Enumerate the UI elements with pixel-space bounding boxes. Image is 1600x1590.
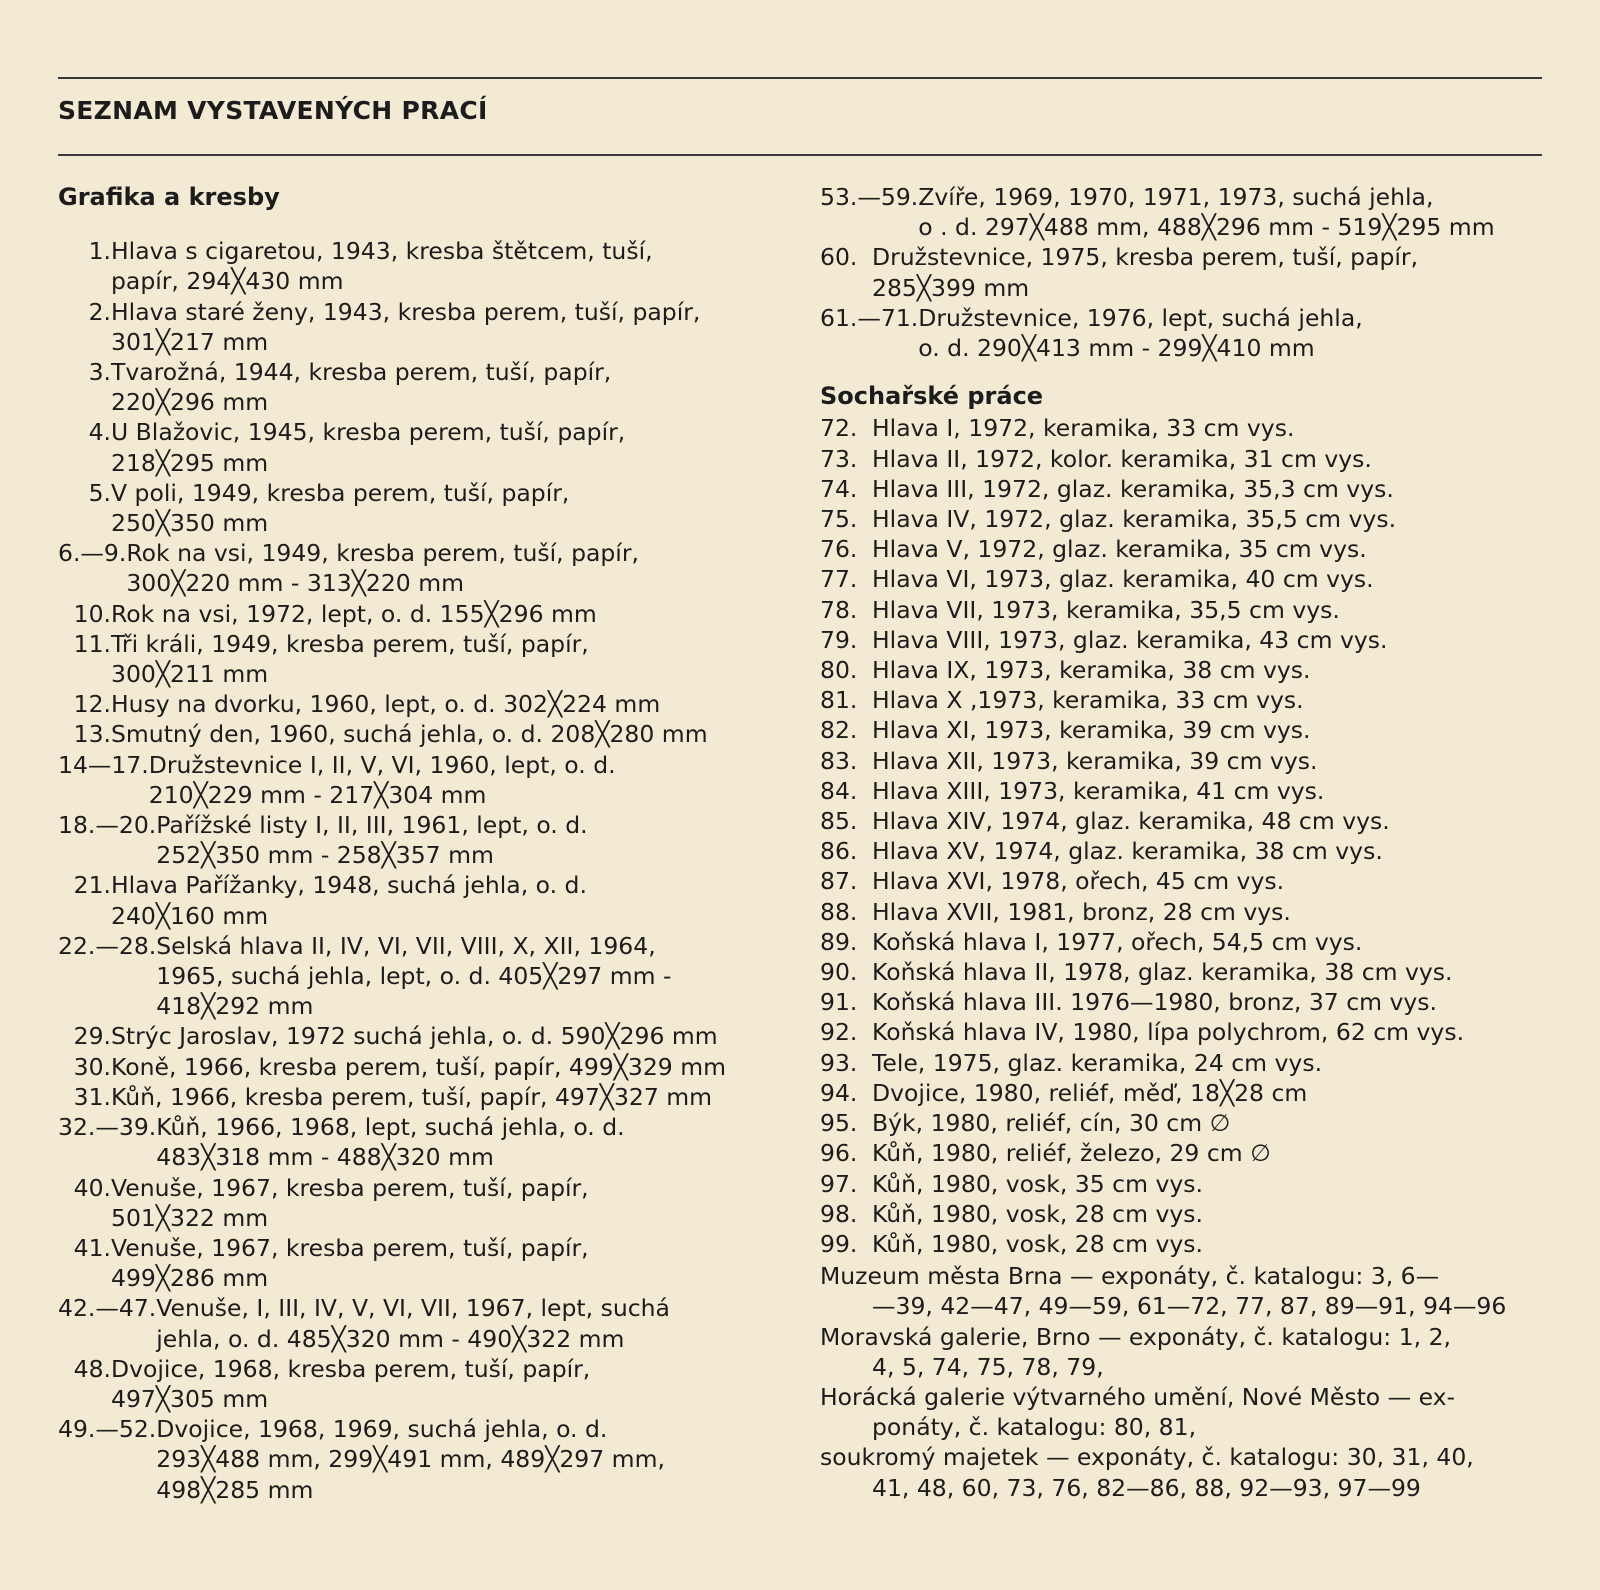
item-description: Hlava XVII, 1981, bronz, 28 cm vys.: [872, 897, 1291, 926]
item-number: 96.: [820, 1139, 858, 1168]
item-number: 30.: [73, 1052, 111, 1081]
item-description: Dvojice, 1968, kresba perem, tuší, papír, 497╳305 mm: [111, 1354, 591, 1413]
item-description: Hlava XVI, 1978, ořech, 45 cm vys.: [872, 867, 1285, 896]
item-description: Kůň, 1966, kresba perem, tuší, papír, 497╳327 mm: [111, 1082, 713, 1111]
item-description: Hlava XIV, 1974, glaz. keramika, 48 cm vys.: [872, 807, 1390, 836]
list-item: [820, 836, 1550, 866]
list-item: [820, 655, 1550, 685]
item-description: Kůň, 1980, vosk, 28 cm vys.: [872, 1199, 1203, 1228]
item-number: 4.: [88, 418, 111, 447]
list-item: [58, 1082, 793, 1112]
owner-note-continuation: —39, 42—47, 49—59, 61—72, 77, 87, 89—91, 94—96: [872, 1292, 1507, 1321]
owner-note-line: Horácká galerie výtvarného umění, Nové Město — ex-: [820, 1382, 1456, 1411]
item-number: 93.: [820, 1048, 858, 1077]
list-item: [58, 629, 793, 689]
item-description: Hlava VI, 1973, glaz. keramika, 40 cm vys.: [872, 565, 1374, 594]
owner-note-line: Moravská galerie, Brno — exponáty, č. katalogu: 1, 2,: [820, 1322, 1452, 1351]
item-number: 75.: [820, 505, 858, 534]
list-item: [820, 927, 1550, 957]
item-description: Koně, 1966, kresba perem, tuší, papír, 499╳329 mm: [111, 1052, 727, 1081]
item-description: Rok na vsi, 1949, kresba perem, tuší, papír, 300╳220 mm - 313╳220 mm: [126, 539, 639, 598]
item-number: 95.: [820, 1109, 858, 1138]
item-description: Koňská hlava I, 1977, ořech, 54,5 cm vys.: [872, 927, 1363, 956]
top-rule: [58, 77, 1542, 79]
item-description: Hlava I, 1972, keramika, 33 cm vys.: [872, 414, 1295, 443]
list-item: [58, 870, 793, 930]
item-number: 32.—39.: [58, 1113, 157, 1142]
item-description: U Blažovic, 1945, kresba perem, tuší, papír, 218╳295 mm: [111, 418, 626, 477]
right-column: [820, 182, 1550, 1503]
item-number: 49.—52.: [58, 1415, 157, 1444]
item-number: 99.: [820, 1229, 858, 1258]
item-description: Tele, 1975, glaz. keramika, 24 cm vys.: [872, 1048, 1323, 1077]
list-item: [820, 715, 1550, 745]
list-item: [820, 1048, 1550, 1078]
item-description: Hlava XII, 1973, keramika, 39 cm vys.: [872, 746, 1318, 775]
list-item: [820, 1229, 1550, 1259]
item-number: 82.: [820, 716, 858, 745]
item-description: Smutný den, 1960, suchá jehla, o. d. 208╳280 mm: [111, 720, 708, 749]
list-item: [58, 931, 793, 1022]
list-item: [58, 1112, 793, 1172]
list-item: [820, 1108, 1550, 1138]
item-description: Družstevnice, 1975, kresba perem, tuší, papír, 285╳399 mm: [872, 243, 1419, 302]
ownership-notes: [820, 1261, 1550, 1503]
item-number: 91.: [820, 988, 858, 1017]
item-description: Rok na vsi, 1972, lept, o. d. 155╳296 mm: [111, 599, 597, 628]
heading-rule: [58, 154, 1542, 156]
list-item: [820, 182, 1550, 242]
item-description: Družstevnice I, II, V, VI, 1960, lept, o. d. 210╳229 mm - 217╳304 mm: [148, 750, 616, 809]
item-number: 40.: [73, 1173, 111, 1202]
item-number: 61.—71.: [820, 303, 919, 332]
owner-note: [820, 1261, 1550, 1321]
owner-note-continuation: ponáty, č. katalogu: 80, 81,: [872, 1413, 1197, 1442]
item-number: 72.: [820, 414, 858, 443]
list-item: [58, 236, 793, 296]
list-item: [58, 478, 793, 538]
list-item: [58, 599, 793, 629]
item-number: 42.—47.: [58, 1294, 157, 1323]
list-item: [820, 625, 1550, 655]
item-number: 98.: [820, 1199, 858, 1228]
owner-note-continuation: 41, 48, 60, 73, 76, 82—86, 88, 92—93, 97—99: [872, 1473, 1421, 1502]
item-number: 53.—59.: [820, 183, 919, 211]
item-description: Hlava XI, 1973, keramika, 39 cm vys.: [872, 716, 1311, 745]
item-description: Hlava IV, 1972, glaz. keramika, 35,5 cm vys.: [872, 505, 1397, 534]
item-description: Koňská hlava III. 1976—1980, bronz, 37 cm vys.: [872, 988, 1437, 1017]
item-description: Strýc Jaroslav, 1972 suchá jehla, o. d. 590╳296 mm: [111, 1022, 718, 1051]
item-number: 13.: [73, 720, 111, 749]
owner-note-line: soukromý majetek — exponáty, č. katalogu: 30, 31, 40,: [820, 1443, 1474, 1472]
item-number: 21.: [73, 871, 111, 900]
item-number: 22.—28.: [58, 931, 157, 960]
item-number: 97.: [820, 1169, 858, 1198]
item-description: V poli, 1949, kresba perem, tuší, papír, 250╳350 mm: [111, 478, 570, 538]
item-number: 94.: [820, 1078, 858, 1107]
item-description: Kůň, 1980, vosk, 28 cm vys.: [872, 1229, 1203, 1258]
item-number: 2.: [88, 297, 111, 326]
item-number: 89.: [820, 927, 858, 956]
list-item: [58, 1052, 793, 1082]
list-item: [58, 357, 793, 417]
owner-note: [820, 1322, 1550, 1382]
item-description: Selská hlava II, IV, VI, VII, VIII, X, XII, 1964, 1965, suchá jehla, lept, o. d. 405╳297 mm - 418╳292 mm: [156, 931, 672, 1021]
item-number: 14—17.: [58, 750, 149, 779]
item-number: 92.: [820, 1018, 858, 1047]
item-number: 12.: [73, 690, 111, 719]
list-item: [820, 1138, 1550, 1168]
graphics-list-continued: [820, 182, 1550, 363]
list-item: [820, 444, 1550, 474]
list-item: [820, 534, 1550, 564]
item-number: 90.: [820, 958, 858, 987]
item-description: Dvojice, 1980, reliéf, měď, 18╳28 cm: [872, 1078, 1308, 1107]
item-description: Hlava staré ženy, 1943, kresba perem, tuší, papír, 301╳217 mm: [111, 297, 701, 356]
sculpture-list: [820, 413, 1550, 1259]
item-description: Hlava s cigaretou, 1943, kresba štětcem, tuší, papír, 294╳430 mm: [111, 237, 653, 296]
list-item: [820, 1169, 1550, 1199]
item-description: Kůň, 1966, 1968, lept, suchá jehla, o. d. 483╳318 mm - 488╳320 mm: [156, 1113, 625, 1172]
item-description: Dvojice, 1968, 1969, suchá jehla, o. d. 293╳488 mm, 299╳491 mm, 489╳297 mm, 498╳285 mm: [156, 1415, 665, 1504]
item-number: 48.: [73, 1354, 111, 1383]
item-number: 3.: [88, 358, 111, 387]
item-description: Tři králi, 1949, kresba perem, tuší, papír, 300╳211 mm: [111, 629, 589, 689]
item-description: Hlava IX, 1973, keramika, 38 cm vys.: [872, 656, 1311, 685]
item-description: Kůň, 1980, vosk, 35 cm vys.: [872, 1169, 1203, 1198]
list-item: [820, 595, 1550, 625]
list-item: [820, 504, 1550, 534]
list-item: [820, 413, 1550, 443]
list-item: [58, 538, 793, 598]
list-item: [820, 776, 1550, 806]
list-item: [820, 746, 1550, 776]
item-number: 87.: [820, 867, 858, 896]
item-number: 88.: [820, 897, 858, 926]
owner-note-line: Muzeum města Brna — exponáty, č. katalogu: 3, 6—: [820, 1262, 1440, 1291]
item-number: 81.: [820, 686, 858, 715]
item-number: 73.: [820, 444, 858, 473]
item-number: 1.: [88, 237, 111, 266]
item-description: Venuše, 1967, kresba perem, tuší, papír, 501╳322 mm: [111, 1173, 589, 1232]
item-number: 29.: [73, 1022, 111, 1051]
item-description: Zvíře, 1969, 1970, 1971, 1973, suchá jehla, o . d. 297╳488 mm, 488╳296 mm - 519╳295 mm: [918, 183, 1495, 242]
list-item: [820, 474, 1550, 504]
list-item: [58, 297, 793, 357]
item-description: Hlava VIII, 1973, glaz. keramika, 43 cm vys.: [872, 625, 1388, 654]
item-description: Koňská hlava II, 1978, glaz. keramika, 38 cm vys.: [872, 958, 1453, 987]
item-number: 84.: [820, 776, 858, 805]
item-description: Hlava III, 1972, glaz. keramika, 35,3 cm vys.: [872, 474, 1394, 503]
list-item: [820, 897, 1550, 927]
list-item: [820, 1017, 1550, 1047]
item-description: Hlava Pařížanky, 1948, suchá jehla, o. d. 240╳160 mm: [111, 871, 587, 930]
list-item: [820, 303, 1550, 363]
item-number: 11.: [73, 629, 111, 658]
item-description: Tvarožná, 1944, kresba perem, tuší, papír, 220╳296 mm: [111, 358, 612, 417]
item-description: Hlava V, 1972, glaz. keramika, 35 cm vys.: [872, 535, 1367, 564]
list-item: [58, 719, 793, 749]
item-number: 85.: [820, 807, 858, 836]
item-number: 83.: [820, 746, 858, 775]
graphics-list: [58, 236, 793, 1505]
item-description: Hlava VII, 1973, keramika, 35,5 cm vys.: [872, 595, 1340, 624]
owner-note: [820, 1382, 1550, 1442]
list-item: [820, 1199, 1550, 1229]
page-title: SEZNAM VYSTAVENÝCH PRACÍ: [58, 96, 488, 125]
item-number: 86.: [820, 837, 858, 866]
item-number: 31.: [73, 1082, 111, 1111]
item-number: 6.—9.: [58, 539, 127, 568]
item-number: 78.: [820, 595, 858, 624]
item-description: Hlava XIII, 1973, keramika, 41 cm vys.: [872, 776, 1325, 805]
list-item: [820, 987, 1550, 1017]
list-item: [58, 750, 793, 810]
item-description: Kůň, 1980, reliéf, železo, 29 cm ∅: [872, 1139, 1271, 1168]
list-item: [58, 1021, 793, 1051]
item-description: Pařížské listy I, II, III, 1961, lept, o. d. 252╳350 mm - 258╳357 mm: [156, 811, 588, 870]
item-description: Hlava X ,1973, keramika, 33 cm vys.: [872, 686, 1304, 715]
item-description: Hlava XV, 1974, glaz. keramika, 38 cm vys.: [872, 837, 1383, 866]
list-item: [58, 1414, 793, 1505]
left-column: [58, 182, 793, 1505]
item-number: 18.—20.: [58, 811, 157, 840]
item-number: 77.: [820, 565, 858, 594]
item-description: Koňská hlava IV, 1980, lípa polychrom, 62 cm vys.: [872, 1018, 1465, 1047]
list-item: [58, 689, 793, 719]
item-number: 76.: [820, 535, 858, 564]
item-description: Venuše, 1967, kresba perem, tuší, papír, 499╳286 mm: [111, 1233, 589, 1293]
item-description: Venuše, I, III, IV, V, VI, VII, 1967, lept, suchá jehla, o. d. 485╳320 mm - 490╳322 mm: [156, 1294, 670, 1353]
list-item: [820, 957, 1550, 987]
list-item: [820, 564, 1550, 594]
item-number: 79.: [820, 625, 858, 654]
list-item: [58, 1293, 793, 1353]
section-title-sculpture: Sochařské práce: [820, 382, 1044, 411]
item-number: 10.: [73, 599, 111, 628]
owner-note-continuation: 4, 5, 74, 75, 78, 79,: [872, 1352, 1104, 1381]
list-item: [820, 242, 1550, 302]
item-number: 80.: [820, 656, 858, 685]
list-item: [58, 1233, 793, 1293]
list-item: [58, 1354, 793, 1414]
list-item: [820, 685, 1550, 715]
item-description: Hlava II, 1972, kolor. keramika, 31 cm vys.: [872, 444, 1372, 473]
list-item: [58, 417, 793, 477]
list-item: [820, 806, 1550, 836]
item-number: 41.: [73, 1233, 111, 1262]
list-item: [58, 810, 793, 870]
item-description: Husy na dvorku, 1960, lept, o. d. 302╳224 mm: [111, 690, 661, 719]
item-number: 74.: [820, 474, 858, 503]
list-item: [820, 1078, 1550, 1108]
owner-note: [820, 1442, 1550, 1502]
list-item: [820, 866, 1550, 896]
item-number: 5.: [88, 478, 111, 507]
item-description: Býk, 1980, reliéf, cín, 30 cm ∅: [872, 1109, 1231, 1138]
list-item: [58, 1173, 793, 1233]
item-description: Družstevnice, 1976, lept, suchá jehla, o. d. 290╳413 mm - 299╳410 mm: [918, 303, 1363, 363]
section-title-graphics: Grafika a kresby: [58, 183, 280, 211]
item-number: 60.: [820, 243, 858, 272]
